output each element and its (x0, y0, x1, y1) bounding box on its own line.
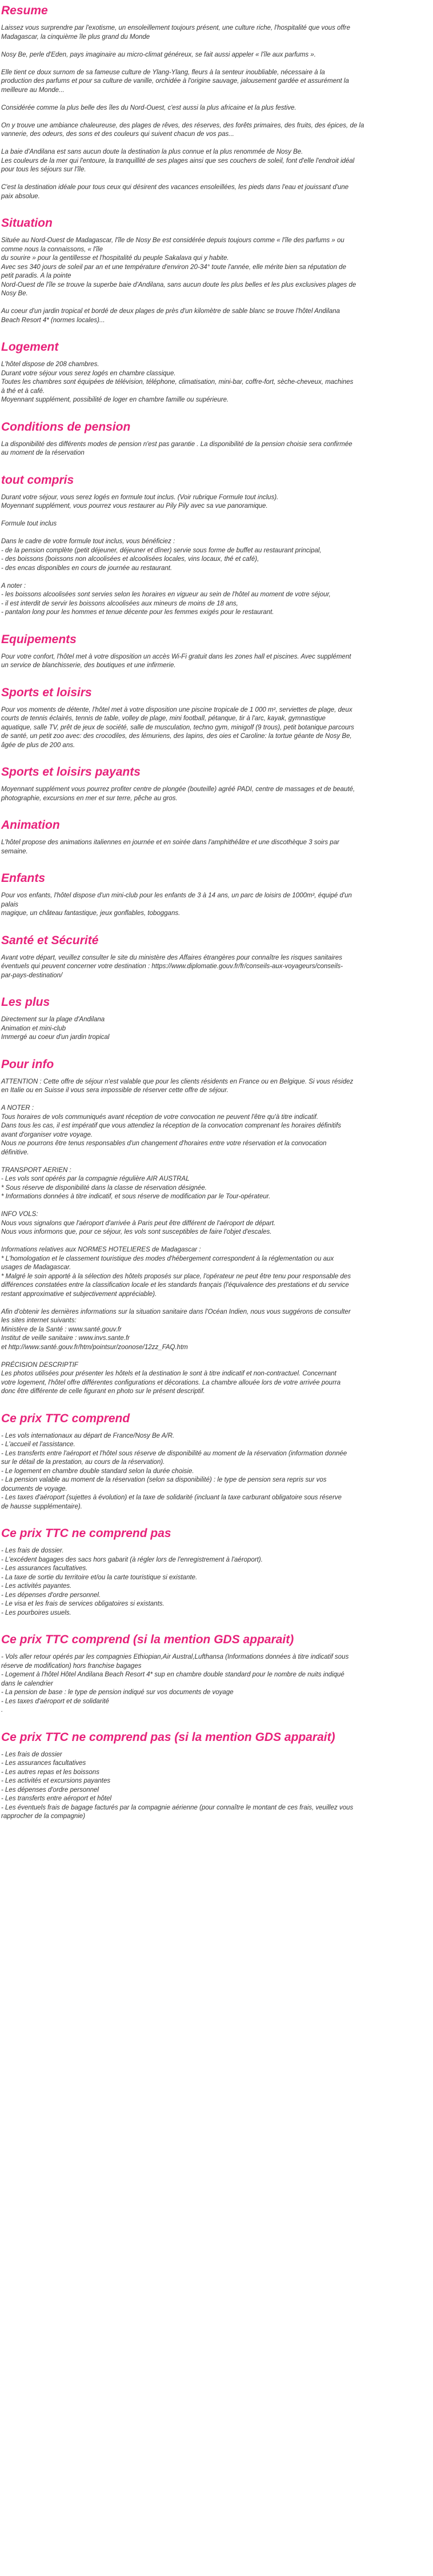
text-line: - les boissons alcoolisées sont servies selon les horaires en vigueur au sein de l'hôtel au moment de votre séjour, (1, 591, 331, 598)
text-line: en Italie ou en Suisse il vous sera impossible de réserver cette offre de séjour. (1, 1087, 228, 1094)
section-title: Les plus (1, 996, 50, 1009)
paragraph (1, 838, 432, 856)
text-line: Les photos utilisées pour présenter les hôtels et la destination le sont à titre indicatif et non-contractuel. Concernant (1, 1370, 336, 1377)
paragraph (1, 1547, 432, 1618)
text-line: - de la pension complète (petit déjeuner, déjeuner et dîner) servie sous forme de buffet au restaurant principal, (1, 547, 322, 554)
text-line: et http://www.santé.gouv.fr/htm/pointsur/zoonose/12zz_FAQ.htm (1, 1343, 188, 1351)
paragraph-spacer (1, 1352, 432, 1361)
section-enfants (1, 871, 432, 918)
text-line: Nous vous signalons que l'aéroport d'arrivée à Paris peut être différent de l'aéroport de départ. (1, 1219, 276, 1227)
section-title: Conditions de pension (1, 420, 131, 434)
paragraph (1, 1078, 432, 1096)
text-line: - Les frais de dossier (1, 1751, 62, 1758)
text-line: meilleure au Monde... (1, 86, 65, 94)
section-conditions (1, 420, 432, 458)
text-line: A NOTER : (1, 1105, 34, 1112)
text-line: - Vols aller retour opérés par les compagnies Ethiopian,Air Austral,Lufthansa (Informations données à titre indicatif sous (1, 1654, 349, 1660)
text-line: paix absolue. (1, 192, 40, 200)
text-line: - Les transferts entre l'aéroport et l'hôtel sous réserve de disponibilité au moment de la réservation (information donnée (1, 1450, 347, 1457)
text-line: Durant votre séjour vous serez logés en chambre classique. (1, 370, 176, 377)
paragraph (1, 954, 432, 981)
text-line: - Les frais de dossier. (1, 1547, 64, 1554)
text-line: - Les vols internationaux au départ de France/Nosy Be A/R. (1, 1432, 175, 1439)
text-line: INFO VOLS: (1, 1211, 38, 1218)
paragraph-spacer (1, 95, 432, 104)
section-sports-payants (1, 765, 432, 803)
text-line: Immergé au coeur d'un jardin tropical (1, 1034, 110, 1041)
section-logement (1, 340, 432, 405)
text-line: avant d'organiser votre voyage. (1, 1131, 93, 1138)
text-line: Madagascar, la cinquième île plus grand du Monde (1, 33, 150, 41)
text-line: dans le calendrier (1, 1680, 53, 1687)
paragraph (1, 582, 432, 617)
section-tout-compris (1, 473, 432, 617)
text-line: semaine. (1, 848, 28, 855)
paragraph (1, 1246, 432, 1299)
paragraph (1, 493, 432, 511)
text-line: Directement sur la plage d'Andilana (1, 1016, 105, 1023)
section-title: Logement (1, 340, 59, 354)
paragraph (1, 1432, 432, 1512)
text-line: - Le visa et les frais de services obligatoires si existants. (1, 1600, 165, 1607)
paragraph-spacer (1, 1237, 432, 1246)
section-prix-comprend-gds (1, 1632, 432, 1715)
text-line: de santé, un petit zoo avec: des crocodiles, des lémuriens, des lapins, des oies et Caroline: la tortue géante de Nosy Be, (1, 733, 352, 740)
section-title: Ce prix TTC comprend (si la mention GDS apparait) (1, 1633, 294, 1646)
paragraph (1, 520, 432, 529)
text-line: Formule tout inclus (1, 520, 57, 527)
section-resume (1, 3, 432, 201)
text-line: Toutes les chambres sont équipées de télévision, téléphone, climatisation, mini-bar, coffre-fort, sèche-cheveux, machines (1, 379, 354, 386)
text-line: Nous vous informons que, pour ce séjour, les vols sont susceptibles de faire l'objet d'escales. (1, 1229, 272, 1235)
text-line: - Les assurances facultatives. (1, 1565, 88, 1572)
section-situation (1, 216, 432, 325)
section-les-plus (1, 995, 432, 1042)
text-line: - L'accueil et l'assistance. (1, 1441, 75, 1448)
section-prix-comprend (1, 1411, 432, 1512)
section-prix-ne-comprend (1, 1526, 432, 1618)
text-line: Laissez vous surprendre par l'exotisme, un ensoleillement toujours présent, une culture riche, l'hospitalité que vous offre (1, 25, 351, 31)
text-line: Située au Nord-Ouest de Madagascar, l'île de Nosy Be est considérée depuis toujours comme « l'île des parfums » ou (1, 237, 344, 244)
text-line: documents de voyage. (1, 1485, 67, 1492)
text-line: Avec ses 340 jours de soleil par an et une température d'environ 20-34° toute l'année, elle mérite bien sa réputation de (1, 263, 346, 271)
text-line: Pour vos enfants, l'hôtel dispose d'un mini-club pour les enfants de 3 à 14 ans, un parc de loisirs de 1000m², équipé d'un (1, 892, 352, 899)
text-line: par-pays-destination/ (1, 972, 63, 979)
section-title: Ce prix TTC comprend (1, 1411, 130, 1425)
text-line: Institut de veille sanitaire : www.invs.sante.fr (1, 1335, 130, 1342)
text-line: au moment de la réservation (1, 450, 85, 456)
text-line: à thé et à café. (1, 387, 45, 395)
text-line: PRÉCISION DESCRIPTIF (1, 1361, 78, 1369)
section-prix-ne-comprend-gds (1, 1730, 432, 1821)
text-line: comme nous la connaissons, « l'île (1, 246, 103, 253)
paragraph (1, 1751, 432, 1821)
text-line: - des encas disponibles en cours de journée au restaurant. (1, 564, 173, 572)
paragraph (1, 1653, 432, 1715)
section-animation (1, 818, 432, 856)
text-line: Nosy Be, perle d'Eden, pays imaginaire au micro-climat généreux, se fait aussi appeler « l'île aux parfums ». (1, 51, 316, 58)
text-line: Dans le cadre de votre formule tout inclus, vous bénéficiez : (1, 538, 175, 545)
text-line: un service de blanchisserie, des boutiques et une infirmerie. (1, 662, 176, 669)
text-line: - L'excédent bagages des sacs hors gabarit (à régler lors de l'enregistrement à l'aéroport). (1, 1556, 263, 1563)
paragraph (1, 1308, 432, 1353)
text-line: rapprocher de la compagnie) (1, 1813, 86, 1820)
section-title: Santé et Sécurité (1, 933, 99, 947)
text-line: pour tous les séjours sur l'île. (1, 166, 86, 173)
paragraph-spacer (1, 1096, 432, 1105)
text-line: votre logement, l'hôtel offre différentes configurations et décorations. La chambre allouée lors de votre arrivée pourra (1, 1379, 341, 1386)
text-line: - Les taxes d'aéroport (sujettes à évolution) et la taxe de solidarité (incluant la taxe carburant obligatoire sous réserve (1, 1494, 342, 1501)
text-line: vannerie, des odeurs, des sons et des couleurs qui suivent chacun de vos pas... (1, 131, 234, 138)
text-line: Pour votre confort, l'hôtel met à votre disposition un accès Wi-Fi gratuit dans les zones hall et piscines. Avec supplément (1, 653, 351, 660)
text-line: donc être différente de celle figurant en photo sur le présent descriptif. (1, 1388, 205, 1395)
paragraph-spacer (1, 529, 432, 538)
text-line: - Les transferts entre aéroport et hôtel (1, 1795, 112, 1802)
paragraph-spacer (1, 42, 432, 51)
paragraph (1, 104, 432, 113)
section-title: tout compris (1, 473, 74, 487)
paragraph-spacer (1, 59, 432, 69)
text-line: magique, un château fantastique, jeux gonflables, toboggans. (1, 910, 181, 917)
text-line: Durant votre séjour, vous serez logés en formule tout inclus. (Voir rubrique Formule tout inclus). (1, 493, 279, 501)
text-line: Moyennant supplément, possibilité de loger en chambre famille ou supérieure. (1, 396, 229, 403)
text-line: - Les activités payantes. (1, 1583, 72, 1590)
text-line: - il est interdit de servir les boissons alcoolisées aux mineurs de moins de 18 ans, (1, 600, 238, 607)
section-title: Pour info (1, 1057, 54, 1071)
text-line: - Les autres repas et les boissons (1, 1768, 99, 1776)
paragraph-spacer (1, 1202, 432, 1211)
text-line: * L'homologation et le classement touristique des modes d'hébergement correspondent à la réglementation ou aux (1, 1255, 334, 1262)
text-line: Moyennant supplément, vous pourrez vous restaurer au Pily Pily avec sa vue panoramique. (1, 503, 268, 509)
text-line: aquatique, salle TV, prêt de jeux de société, salle de musculation, techno gym, minigolf (9 trous), petit botanique parcours (1, 724, 354, 731)
paragraph (1, 892, 432, 918)
section-title: Ce prix TTC ne comprend pas (1, 1527, 171, 1540)
paragraph (1, 183, 432, 201)
paragraph (1, 1361, 432, 1397)
text-line: usages de Madagascar. (1, 1264, 71, 1271)
text-line: - La taxe de sortie du territoire et/ou la carte touristique si existante. (1, 1574, 198, 1581)
text-line: Considérée comme la plus belle des îles du Nord-Ouest, c'est aussi la plus africaine et la plus festive. (1, 104, 296, 111)
text-line: Nord-Ouest de l'île se trouve la superbe baie d'Andilana, sans aucun doute les plus belles et les plus exclusives plages de (1, 281, 356, 288)
text-line: production des parfums et pour sa culture de vanille, orchidée à l'origine sauvage, jalousement gardée et assurément la (1, 78, 349, 85)
text-line: L'hôtel propose des animations italiennes en journée et en soirée dans l'amphithéâtre et une discothèque 3 soirs par (1, 839, 339, 846)
text-line: Moyennant supplément vous pourrez profiter centre de plongée (bouteille) agréé PADI, centre de massages et de beauté, (1, 786, 355, 793)
text-line: éventuels qui peuvent concerner votre destination : https://www.diplomatie.gouv.fr/fr/conseils-aux-voyageurs/conseils- (1, 963, 343, 970)
text-line: Tous horaires de vols communiqués avant réception de votre convocation ne peuvent l'être qu'à titre indicatif. (1, 1113, 319, 1121)
text-line: Beach Resort 4* (normes locales)... (1, 316, 105, 324)
section-title: Animation (1, 818, 60, 832)
text-line: - Les taxes d'aéroport et de solidarité (1, 1698, 109, 1705)
text-line: Pour vos moments de détente, l'hôtel met à votre disposition une piscine tropicale de 1 000 m², serviettes de plage, deux (1, 706, 352, 713)
text-line: sur le détail de la prestation, au cours de la réservation). (1, 1459, 165, 1466)
text-line: les sites internet suivants: (1, 1317, 77, 1324)
text-line: TRANSPORT AERIEN : (1, 1166, 71, 1174)
text-line: . (1, 1707, 3, 1714)
section-title: Situation (1, 216, 53, 230)
paragraph-spacer (1, 1157, 432, 1166)
text-line: - Les dépenses d'ordre personnel (1, 1786, 99, 1793)
paragraph-spacer (1, 113, 432, 122)
paragraph-spacer (1, 175, 432, 184)
text-line: - Le logement en chambre double standard selon la durée choisie. (1, 1467, 194, 1475)
section-title: Sports et loisirs (1, 685, 92, 699)
paragraph-spacer (1, 511, 432, 520)
text-line: Elle tient ce doux surnom de sa fameuse culture de Ylang-Ylang, fleurs à la senteur inoubliable, nécessaire à la (1, 69, 325, 76)
paragraph (1, 24, 432, 42)
paragraph (1, 537, 432, 573)
text-line: courts de tennis éclairés, tennis de table, volley de plage, mini football, pétanque, tir à l'arc, kayak, gymnastique (1, 715, 326, 722)
text-line: * Sous réserve de disponibilité dans la classe de réservation désignée. (1, 1184, 207, 1191)
text-line: âgée de plus de 200 ans. (1, 741, 75, 749)
paragraph (1, 69, 432, 95)
text-line: - La pension de base : le type de pension indiqué sur vos documents de voyage (1, 1689, 234, 1696)
paragraph-spacer (1, 1299, 432, 1308)
text-line: photographie, excursions en mer et sur terre, pêche au gros. (1, 795, 178, 802)
paragraph (1, 307, 432, 325)
section-sante (1, 933, 432, 981)
text-line: - La pension valable au moment de la réservation (selon sa disponibilité) : le type de pension sera repris sur vos (1, 1476, 327, 1483)
paragraph (1, 1166, 432, 1202)
text-line: - Les dépenses d'ordre personnel. (1, 1591, 101, 1599)
text-line: - des boissons (boissons non alcoolisées et alcoolisées locales, vins locaux, thé et café), (1, 556, 259, 563)
text-line: * Informations données à titre indicatif, et sous réserve de modification par le Tour-opérateur. (1, 1193, 271, 1200)
text-line: La disponibilité des différents modes de pension n'est pas garantie . La disponibilité de la pension choisie sera confirmée (1, 440, 352, 448)
text-line: On y trouve une ambiance chaleureuse, des plages de rêves, des réserves, des forêts primaires, des fruits, des épices, de la (1, 122, 364, 129)
text-line: - Les vols sont opérés par la compagnie régulière AIR AUSTRAL (1, 1175, 190, 1182)
paragraph (1, 236, 432, 299)
text-line: palais (1, 901, 19, 908)
text-line: - Logement à l'hôtel Hôtel Andilana Beach Resort 4* sup en chambre double standard pour le nombre de nuits indiqué (1, 1671, 344, 1678)
text-line: du sourire » pour la gentillesse et l'hospitalité du peuple Sakalava qui y habite. (1, 255, 229, 262)
text-line: Avant votre départ, veuillez consulter le site du ministère des Affaires étrangères pour connaître les risques sanitaires (1, 954, 343, 961)
text-line: A noter : (1, 582, 26, 589)
text-line: - Les activités et excursions payantes (1, 1777, 111, 1784)
text-line: * Malgré le soin apporté à la sélection des hôtels proposés sur place, l'opérateur ne peut être tenu pour responsable des (1, 1273, 351, 1280)
paragraph-spacer (1, 299, 432, 308)
section-sports-loisirs (1, 685, 432, 751)
text-line: définitive. (1, 1149, 29, 1156)
text-line: Nosy Be. (1, 290, 28, 297)
text-line: ATTENTION : Cette offre de séjour n'est valable que pour les clients résidents en France ou en Belgique. Si vous résidez (1, 1078, 354, 1085)
paragraph (1, 1210, 432, 1237)
text-line: petit paradis. A la pointe (1, 272, 71, 279)
text-line: L'hôtel dispose de 208 chambres. (1, 361, 99, 368)
paragraph (1, 148, 432, 175)
section-title: Equipements (1, 632, 77, 646)
section-pour-info (1, 1057, 432, 1397)
paragraph (1, 51, 432, 60)
section-equipements (1, 632, 432, 671)
section-title: Enfants (1, 872, 46, 885)
paragraph (1, 653, 432, 671)
paragraph (1, 1104, 432, 1157)
text-line: - Les éventuels frais de bagage facturés par la compagnie aérienne (pour connaître le montant de ces frais, veuillez vous (1, 1804, 354, 1811)
text-line: Afin d'obtenir les dernières informations sur la situation sanitaire dans l'Océan Indien, nous vous suggérons de consulter (1, 1308, 351, 1315)
text-line: restant approximative et subjectivement appréciable). (1, 1290, 157, 1298)
text-line: Animation et mini-club (1, 1025, 66, 1032)
text-line: La baie d'Andilana est sans aucun doute la destination la plus connue et la plus renommée de Nosy Be. (1, 149, 303, 155)
paragraph-spacer (1, 573, 432, 582)
paragraph (1, 1016, 432, 1042)
section-title: Ce prix TTC ne comprend pas (si la mention GDS apparait) (1, 1730, 335, 1744)
text-line: Dans tous les cas, il est impératif que vous attendiez la réception de la convocation comprenant les horaires définitifs (1, 1122, 342, 1129)
section-title: Resume (1, 4, 48, 17)
text-line: - pantalon long pour les hommes et tenue décente pour les femmes exigés pour le restaurant. (1, 609, 274, 616)
paragraph (1, 706, 432, 751)
paragraph (1, 360, 432, 405)
text-line: - Les assurances facultatives (1, 1760, 86, 1767)
section-title: Sports et loisirs payants (1, 765, 141, 779)
text-line: Nous ne pourrons être tenus responsables d'un changement d'horaires entre votre réservation et la convocation (1, 1140, 327, 1147)
text-line: Informations relatives aux NORMES HOTELIERES de Madagascar : (1, 1246, 201, 1253)
paragraph (1, 785, 432, 803)
text-line: Les couleurs de la mer qui l'entoure, la tranquillité de ses plages ainsi que ses couchers de soleil, font d'elle l'endroit idéal (1, 157, 355, 164)
text-line: de hausse supplémentaire). (1, 1503, 82, 1510)
text-line: Ministère de la Santé : www.santé.gouv.fr (1, 1326, 122, 1333)
paragraph (1, 122, 432, 139)
text-line: Au coeur d'un jardin tropical et bordé de deux plages de près d'un kilomètre de sable blanc se trouve l'hôtel Andilana (1, 308, 340, 315)
text-line: différences constatées entre la classification locale et les standards français (l'équivalence des prestations et du service (1, 1282, 349, 1289)
text-line: - Les pourboires usuels. (1, 1609, 71, 1616)
text-line: réserve de modification) hors franchise bagages (1, 1662, 142, 1670)
paragraph-spacer (1, 139, 432, 149)
text-line: C'est la destination idéale pour tous ceux qui désirent des vacances ensoleillées, les pieds dans l'eau et jouissant d'une (1, 184, 349, 191)
paragraph (1, 440, 432, 458)
